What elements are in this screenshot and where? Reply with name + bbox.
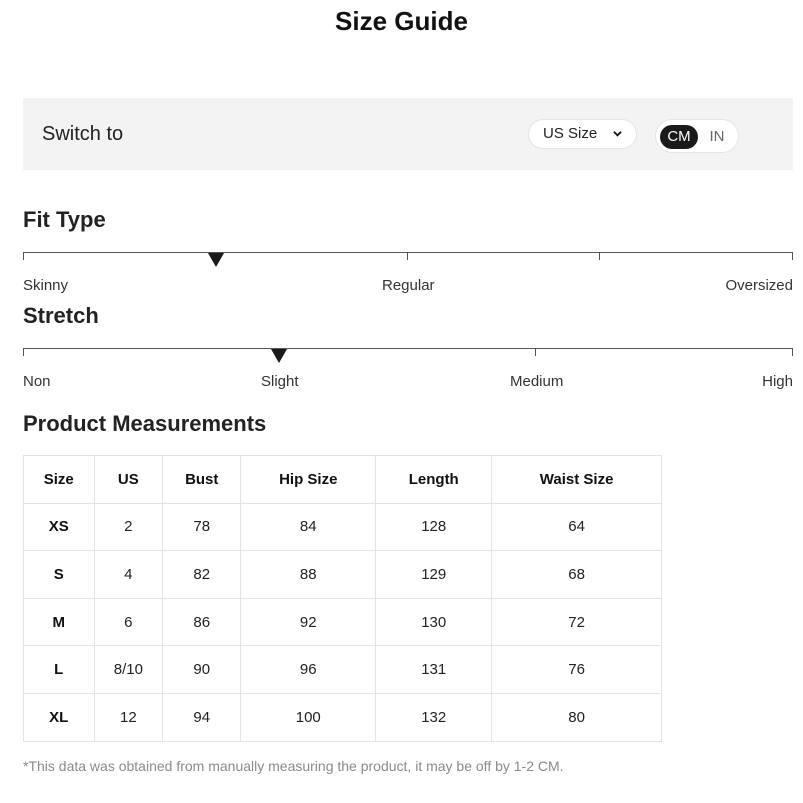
- table-cell: 72: [492, 598, 662, 646]
- fit-type-scale-line: [23, 252, 793, 253]
- unit-toggle: [655, 119, 739, 153]
- measurement-note: *This data was obtained from manually measuring the product, it may be off by 1-2 CM.: [23, 758, 564, 774]
- table-cell: 64: [492, 503, 662, 551]
- fit-type-label-regular: Regular: [382, 277, 435, 294]
- table-cell: 12: [94, 693, 163, 741]
- fit-type-label-skinny: Skinny: [23, 277, 69, 294]
- table-cell: 94: [163, 693, 241, 741]
- table-cell: 76: [492, 646, 662, 694]
- header-length: Length: [376, 456, 492, 504]
- table-cell: 88: [241, 551, 376, 599]
- table-cell: 80: [492, 693, 662, 741]
- table-cell: 6: [94, 598, 163, 646]
- fit-type-tick: [599, 252, 600, 260]
- stretch-tick: [535, 348, 536, 356]
- header-bust: Bust: [163, 456, 241, 504]
- table-cell: 8/10: [94, 646, 163, 694]
- table-cell: 100: [241, 693, 376, 741]
- fit-type-title: Fit Type: [23, 207, 106, 232]
- table-cell: 130: [376, 598, 492, 646]
- table-cell: 84: [241, 503, 376, 551]
- table-cell: 129: [376, 551, 492, 599]
- measurements-title: Product Measurements: [23, 411, 267, 436]
- table-cell: XL: [24, 693, 95, 741]
- chevron-down-icon: [613, 129, 622, 138]
- table-header-row: [24, 456, 662, 504]
- table-cell: 82: [163, 551, 241, 599]
- unit-in-button[interactable]: IN: [709, 128, 725, 145]
- table-cell: 128: [376, 503, 492, 551]
- stretch-marker: [271, 349, 287, 363]
- stretch-tick: [792, 348, 793, 356]
- table-cell: 4: [94, 551, 163, 599]
- switch-label: Switch to: [42, 123, 124, 145]
- header-size: Size: [24, 456, 95, 504]
- stretch-title: Stretch: [23, 303, 99, 328]
- header-us: US: [94, 456, 163, 504]
- switch-bar: [23, 98, 793, 170]
- table-cell: 131: [376, 646, 492, 694]
- fit-type-label-oversized: Oversized: [725, 277, 793, 294]
- fit-type-marker: [208, 253, 224, 267]
- fit-type-tick: [792, 252, 793, 260]
- stretch-label-high: High: [762, 373, 793, 390]
- stretch-tick: [23, 348, 24, 356]
- table-cell: 2: [94, 503, 163, 551]
- header-waist-size: Waist Size: [492, 456, 662, 504]
- stretch-label-non: Non: [23, 373, 51, 390]
- table-cell: L: [24, 646, 95, 694]
- unit-cm-button[interactable]: CM: [660, 125, 698, 149]
- table-row: [24, 693, 662, 741]
- size-system-value: US Size: [543, 125, 598, 142]
- stretch-scale-line: [23, 348, 793, 349]
- fit-type-tick: [23, 252, 24, 260]
- table-row: [24, 503, 662, 551]
- stretch-scale: [23, 348, 793, 360]
- table-cell: 86: [163, 598, 241, 646]
- size-system-select[interactable]: [528, 119, 637, 149]
- table-row: [24, 646, 662, 694]
- table-cell: 96: [241, 646, 376, 694]
- fit-type-tick: [407, 252, 408, 260]
- table-cell: 132: [376, 693, 492, 741]
- table-cell: XS: [24, 503, 95, 551]
- stretch-label-slight: Slight: [261, 373, 299, 390]
- table-cell: S: [24, 551, 95, 599]
- table-cell: 78: [163, 503, 241, 551]
- page-title: Size Guide: [335, 6, 468, 36]
- table-row: [24, 551, 662, 599]
- table-cell: 90: [163, 646, 241, 694]
- table-cell: M: [24, 598, 95, 646]
- table-cell: 92: [241, 598, 376, 646]
- table-row: [24, 598, 662, 646]
- stretch-label-medium: Medium: [510, 373, 564, 390]
- measurements-table: [23, 455, 662, 742]
- table-cell: 68: [492, 551, 662, 599]
- header-hip-size: Hip Size: [241, 456, 376, 504]
- fit-type-scale: [23, 252, 793, 264]
